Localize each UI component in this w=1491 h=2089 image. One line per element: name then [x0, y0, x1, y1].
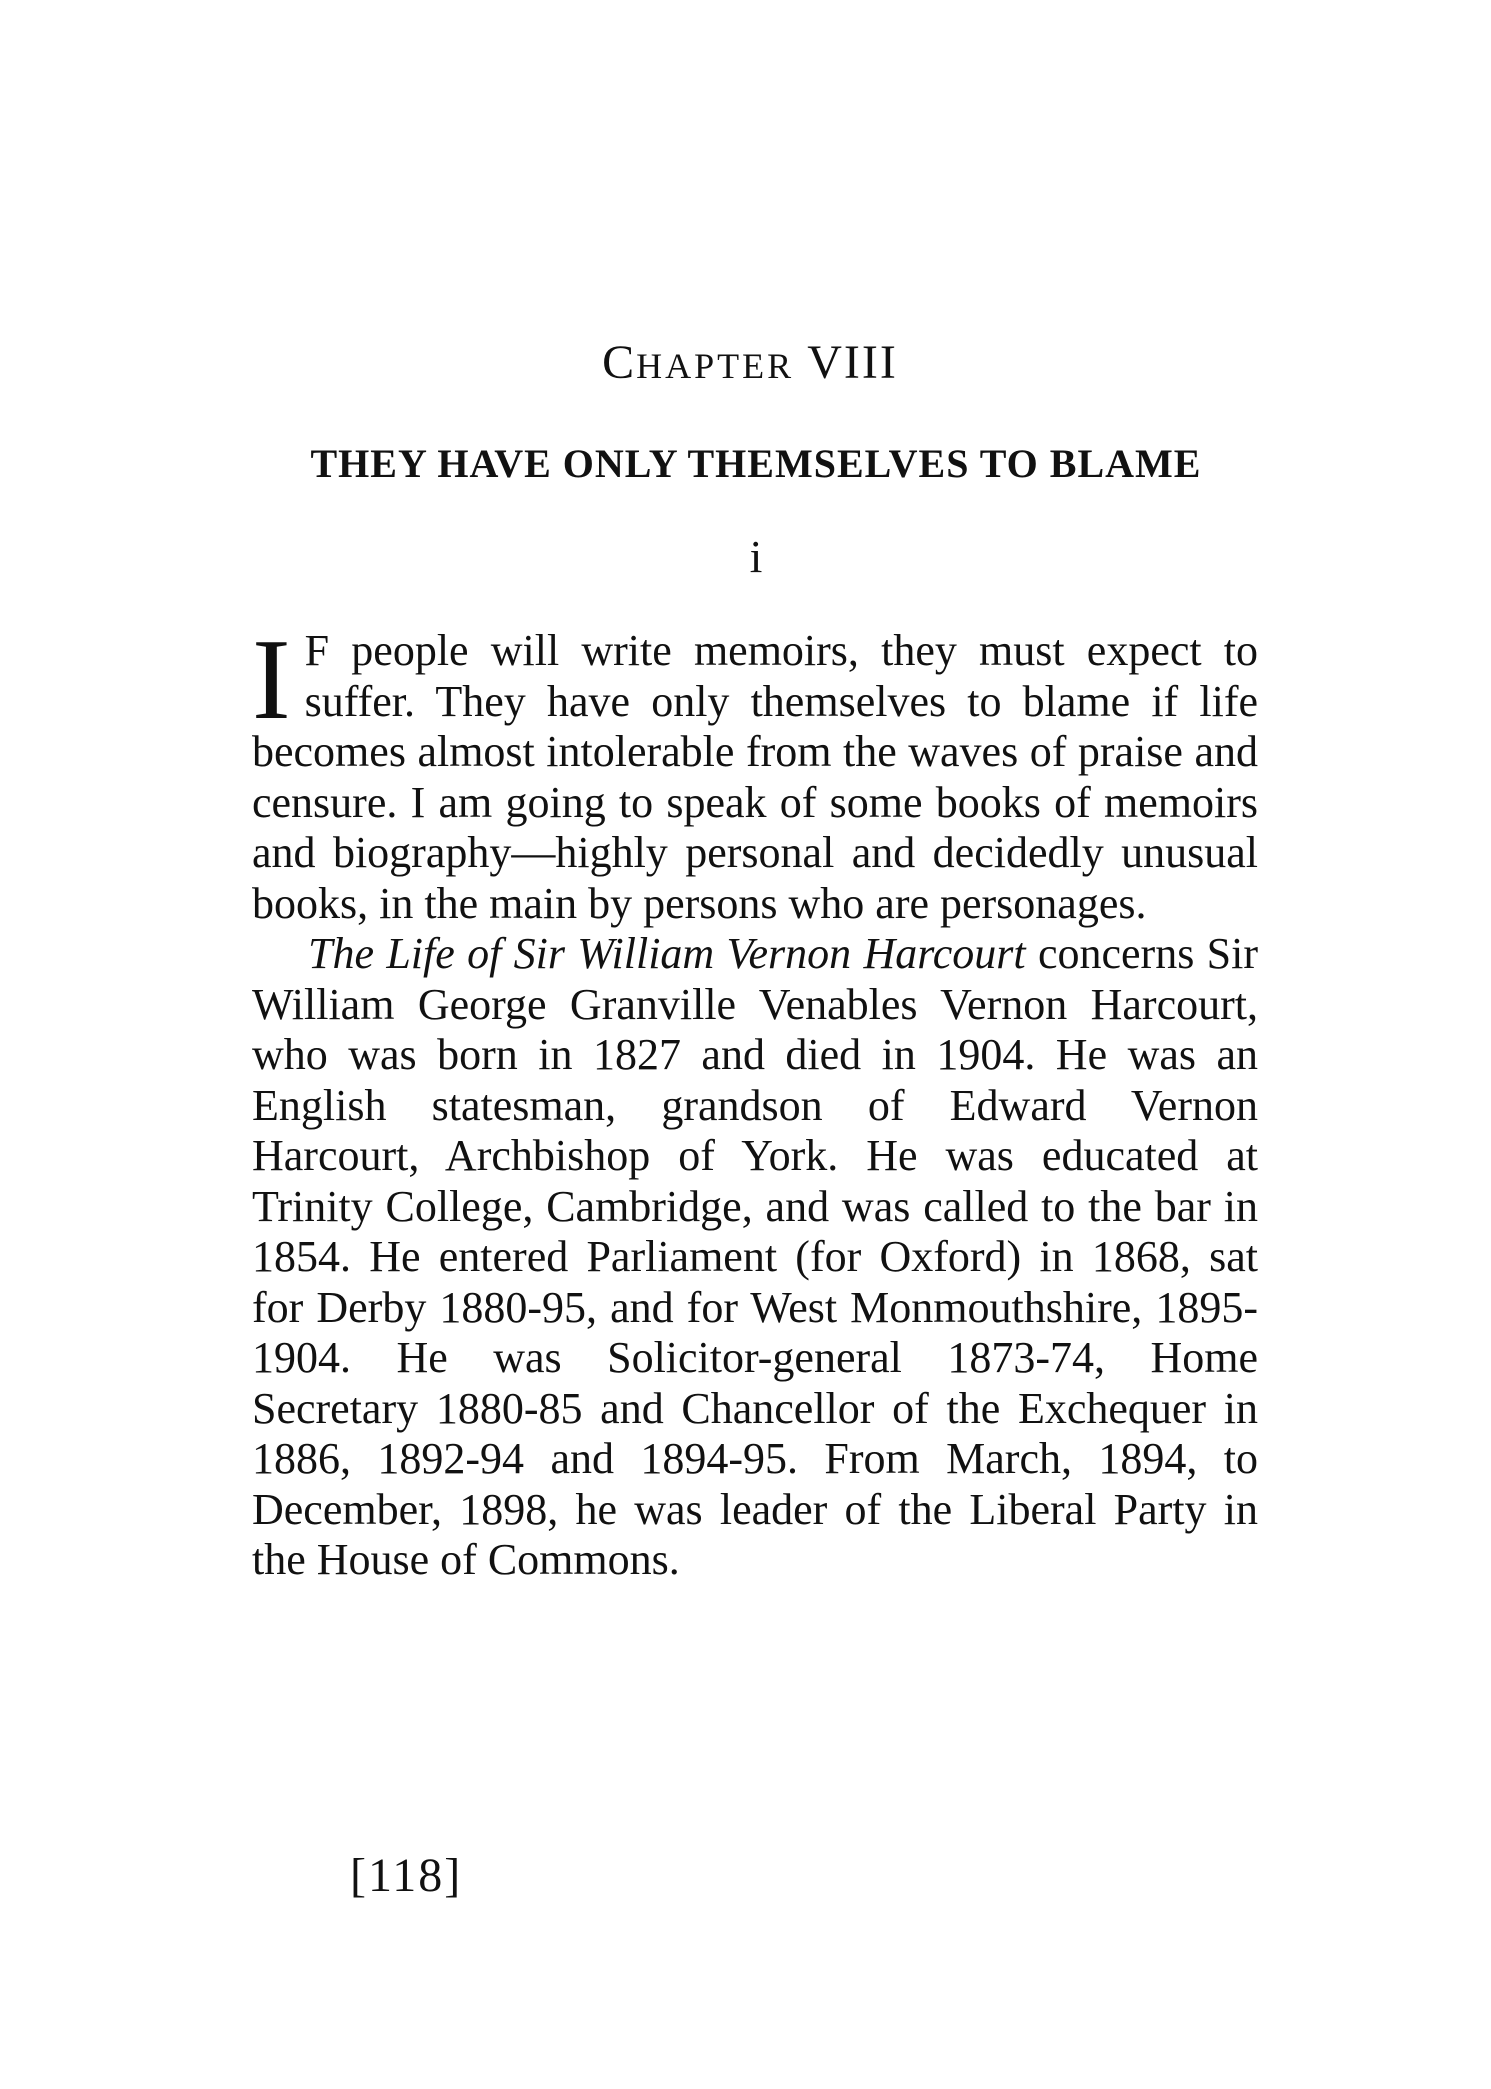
chapter-heading-initial: C	[602, 336, 637, 389]
paragraph-2-text: concerns Sir William George Granville Venables Vernon Harcourt, who was born in 1827 and died in 1904. He was an English statesman, grandson of Edward Vernon Harcourt, Archbishop of York. He was educated at Trinity College, Cambridge, and was called to the bar in 1854. He entered Parliament (for Oxford) in 1868, sat for Derby 1880-95, and for West Monmouthshire, 1895-1904. He was Solicitor-general 1873-74, Home Secretary 1880-85 and Chancellor of the Exchequer in 1886, 1892-94 and 1894-95. From March, 1894, to December, 1898, he was leader of the Liberal Party in the House of Commons.	[252, 929, 1258, 1584]
body-text	[252, 616, 1258, 1586]
chapter-title: THEY HAVE ONLY THEMSELVES TO BLAME	[310, 441, 1202, 486]
paragraph-1	[252, 616, 1258, 929]
chapter-heading-word: HAPTER	[636, 346, 795, 386]
book-title: The Life of Sir William Vernon Harcourt	[308, 929, 1026, 978]
chapter-heading	[250, 335, 1250, 390]
section-number: i	[749, 531, 763, 582]
paragraph-2	[252, 929, 1258, 1586]
paragraph-1-text: F people will write memoirs, they must expect to suffer. They have only themselves to blame if life becomes almost intolerable from the waves of praise and censure. I am going to speak of some books of memoirs and biography—highly personal and decidedly unusual books, in the main by persons who are personages.	[252, 626, 1258, 928]
drop-cap: I	[252, 616, 291, 744]
chapter-number: VIII	[807, 336, 898, 389]
page-number: [118]	[350, 1849, 463, 1902]
